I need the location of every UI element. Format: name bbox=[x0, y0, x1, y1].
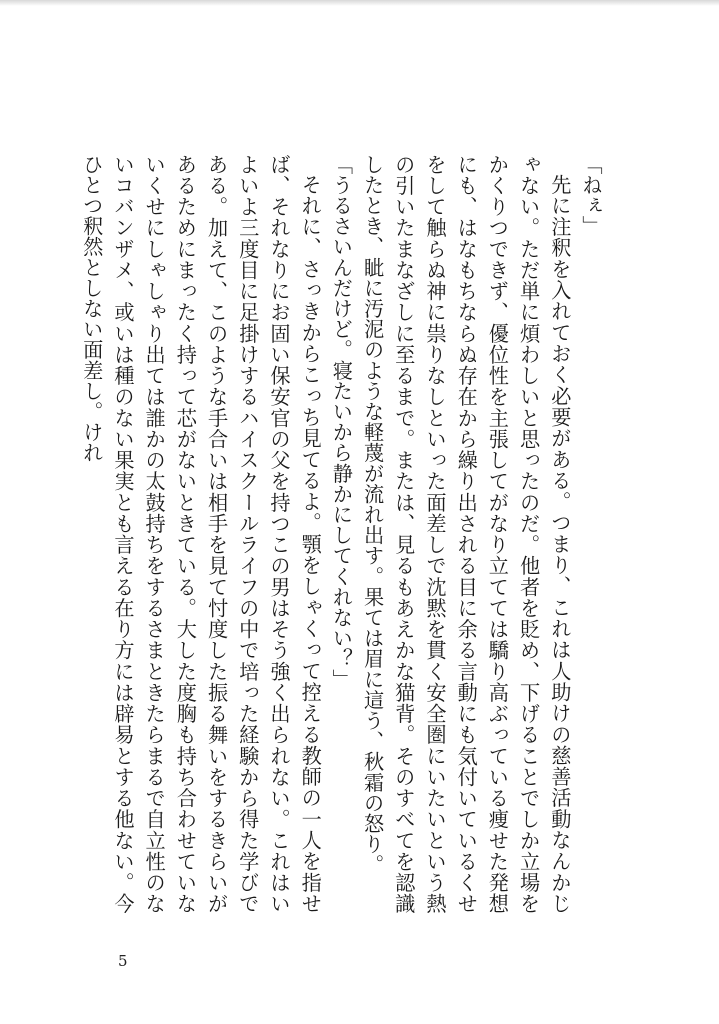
paragraph-dialogue-2: 「うるさいんだけど。寝たいから静かにしてくれない？」 bbox=[329, 154, 354, 690]
paragraph-narration-2: それに、さっきからこっち見てるよ。顎をしゃくって控える教師の一人を指せば、それなりにお固い保安官の父を持つこの男はそう強く出られない。これはいよいよ三度目に足掛けするハイスクールライフの中で培った経験から得た学びである。加えて、このような手合いは相手を見て忖度した振る舞いをするきらいがあるためにまったく持って芯がないときている。大した度胸も持ち合わせていないくせにしゃしゃり出ては誰かの太鼓持ちをするさまときたらまるで自立性のないコバンザメ、或いは種のない果実とも言える在り方には辟易とする他ない。今ひとつ釈然としない面差し。けれ bbox=[79, 154, 323, 914]
book-page bbox=[30, 28, 690, 996]
paragraph-dialogue-1: 「ねぇ」 bbox=[579, 154, 603, 237]
page-number: 5 bbox=[118, 952, 128, 970]
vertical-body-text bbox=[76, 154, 606, 914]
paragraph-narration-1: 先に注釈を入れておく必要がある。つまり、これは人助けの慈善活動なんかじゃない。ただ単に煩わしいと思ったのだ。他者を貶め、下げることでしか立場をかくりつできず、優位性を主張してがなり立てては驕り高ぶっている痩せた発想にも、はなもちならぬ存在から繰り出される目に余る言動にも気付いているくせをして触らぬ神に祟りなしといった面差しで沈黙を貫く安全圏にいたいという熱の引いたまなざしに至るまで。または、見るもあえかな猫背。そのすべてを認識したとき、眦に汚泥のような軽蔑が流れ出す。果ては眉に這う、秋霜の怒り。 bbox=[360, 154, 572, 914]
top-edge-shadow bbox=[0, 0, 719, 6]
